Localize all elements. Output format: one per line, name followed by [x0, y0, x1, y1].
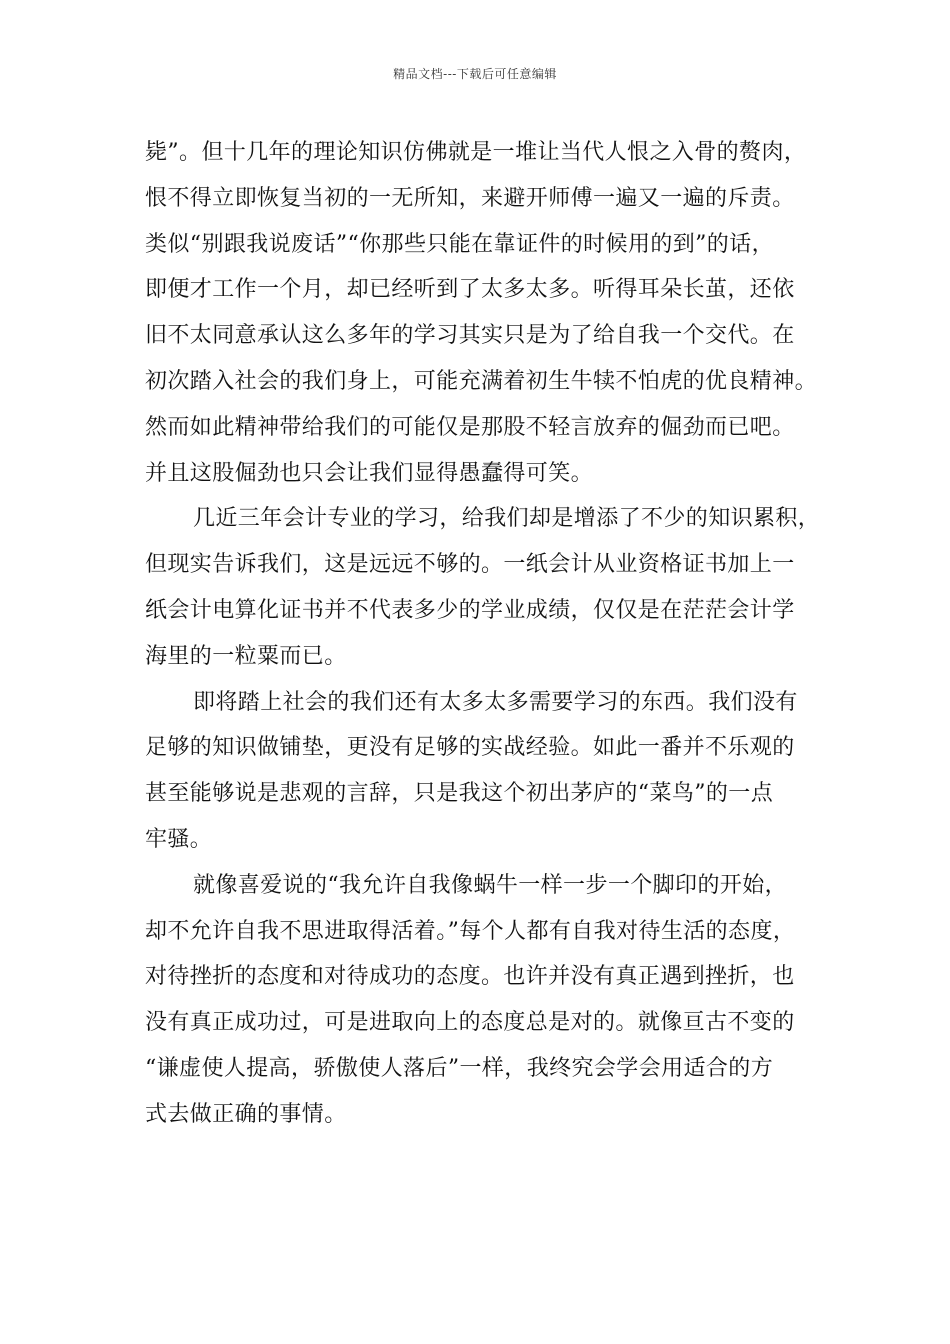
text-line: 恨不得立即恢复当初的一无所知，来避开师傅一遍又一遍的斥责。	[145, 185, 795, 211]
text-line: 甚至能够说是悲观的言辞，只是我这个初出茅庐的“菜鸟”的一点	[145, 781, 774, 807]
paragraph-first-line: 就像喜爱说的“我允许自我像蜗牛一样一步一个脚印的开始，	[193, 872, 788, 898]
text-line: 纸会计电算化证书并不代表多少的学业成绩，仅仅是在茫茫会计学	[145, 597, 795, 623]
text-line: 但现实告诉我们，这是远远不够的。一纸会计从业资格证书加上一	[145, 552, 795, 578]
text-line: 并且这股倔劲也只会让我们显得愚蠢得可笑。	[145, 460, 594, 486]
text-line: 毙”。但十几年的理论知识仿佛就是一堆让当代人恨之入骨的赘肉，	[145, 140, 807, 165]
text-line: 然而如此精神带给我们的可能仅是那股不轻言放弃的倔劲而已吧。	[145, 414, 795, 440]
text-line: 足够的知识做铺垫，更没有足够的实战经验。如此一番并不乐观的	[145, 735, 795, 761]
text-line: 即便才工作一个月，却已经听到了太多太多。听得耳朵长茧，还依	[145, 277, 795, 303]
text-line: 式去做正确的事情。	[145, 1101, 347, 1127]
text-line: 类似“别跟我说废话”“你那些只能在靠证件的时候用的到”的话，	[145, 231, 774, 257]
text-line: 没有真正成功过，可是进取向上的态度总是对的。就像亘古不变的	[145, 1010, 795, 1036]
text-line: 却不允许自我不思进取得活着。”每个人都有自我对待生活的态度，	[145, 918, 796, 944]
text-line: 对待挫折的态度和对待成功的态度。也许并没有真正遇到挫折，也	[145, 964, 795, 990]
text-line: 初次踏入社会的我们身上，可能充满着初生牛犊不怕虎的优良精神。	[145, 368, 818, 394]
text-line: 牢骚。	[145, 826, 213, 852]
text-line: 旧不太同意承认这么多年的学习其实只是为了给自我一个交代。在	[145, 323, 795, 349]
paragraph-first-line: 即将踏上社会的我们还有太多太多需要学习的东西。我们没有	[193, 689, 798, 715]
paragraph-first-line: 几近三年会计专业的学习，给我们却是增添了不少的知识累积，	[193, 506, 821, 532]
page-header: 精品文档---下载后可任意编辑	[393, 67, 557, 81]
text-line: 海里的一粒粟而已。	[145, 643, 347, 669]
text-line: “谦虚使人提高，骄傲使人落后”一样，我终究会学会用适合的方	[145, 1055, 774, 1081]
document-body	[145, 130, 835, 1138]
